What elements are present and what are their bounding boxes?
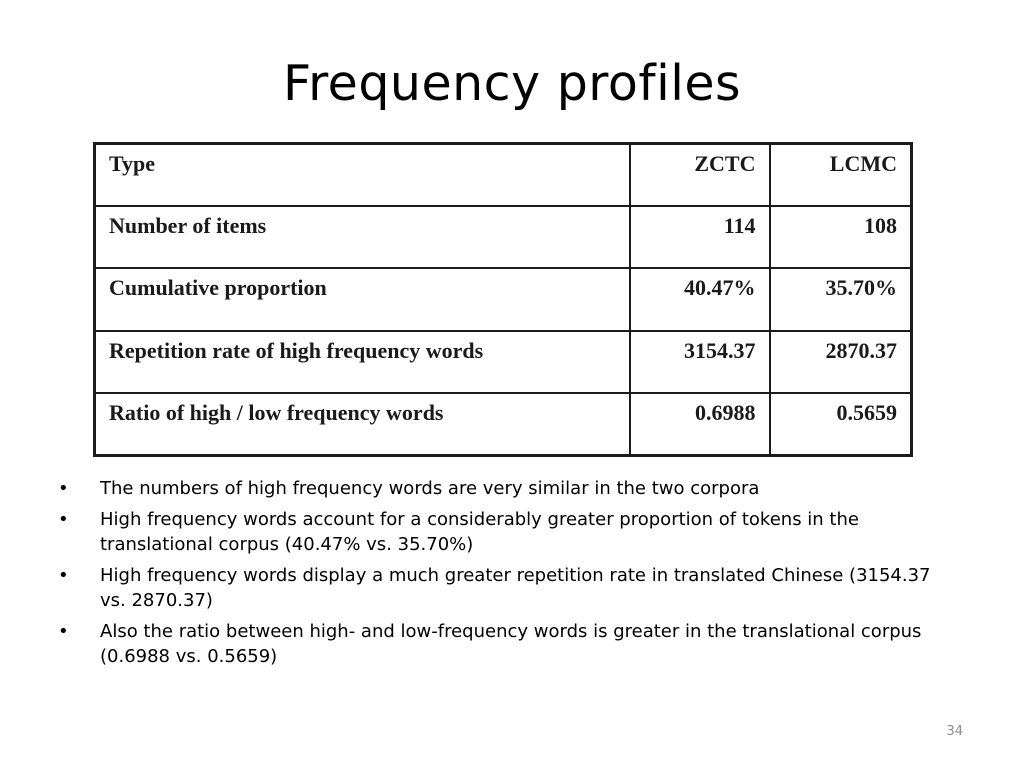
list-item — [58, 507, 958, 557]
row-label: Number of items — [95, 206, 630, 268]
bullet-text: Also the ratio between high- and low-frequency words is greater in the translational corpus (0.6988 vs. 0.5659) — [100, 621, 922, 667]
table-row — [95, 393, 912, 455]
bullet-marker: • — [58, 621, 69, 642]
bullet-marker: • — [58, 565, 69, 586]
frequency-table-grid — [93, 142, 913, 457]
header-zctc: ZCTC — [630, 144, 770, 206]
row-label: Ratio of high / low frequency words — [95, 393, 630, 455]
bullet-text: High frequency words account for a considerably greater proportion of tokens in the translational corpus (40.47% vs. 35.70%) — [100, 509, 859, 555]
lcmc-value: 0.5659 — [770, 393, 912, 455]
bullet-text: High frequency words display a much greater repetition rate in translated Chinese (3154.37 vs. 2870.37) — [100, 565, 931, 611]
list-item — [58, 476, 958, 501]
bullet-text: The numbers of high frequency words are very similar in the two corpora — [100, 478, 760, 499]
zctc-value: 114 — [630, 206, 770, 268]
header-type: Type — [95, 144, 630, 206]
bullet-marker: • — [58, 509, 69, 530]
frequency-table — [93, 142, 910, 457]
header-lcmc: LCMC — [770, 144, 912, 206]
page-number: 34 — [946, 724, 963, 739]
bullet-list — [58, 476, 958, 675]
zctc-value: 3154.37 — [630, 331, 770, 393]
lcmc-value: 2870.37 — [770, 331, 912, 393]
zctc-value: 40.47% — [630, 268, 770, 330]
table-row — [95, 331, 912, 393]
zctc-value: 0.6988 — [630, 393, 770, 455]
table-header-row — [95, 144, 912, 206]
lcmc-value: 35.70% — [770, 268, 912, 330]
table-row — [95, 206, 912, 268]
slide-title: Frequency profiles — [282, 55, 741, 112]
list-item — [58, 563, 958, 613]
bullet-marker: • — [58, 478, 69, 499]
row-label: Repetition rate of high frequency words — [95, 331, 630, 393]
table-row — [95, 268, 912, 330]
list-item — [58, 619, 958, 669]
lcmc-value: 108 — [770, 206, 912, 268]
row-label: Cumulative proportion — [95, 268, 630, 330]
